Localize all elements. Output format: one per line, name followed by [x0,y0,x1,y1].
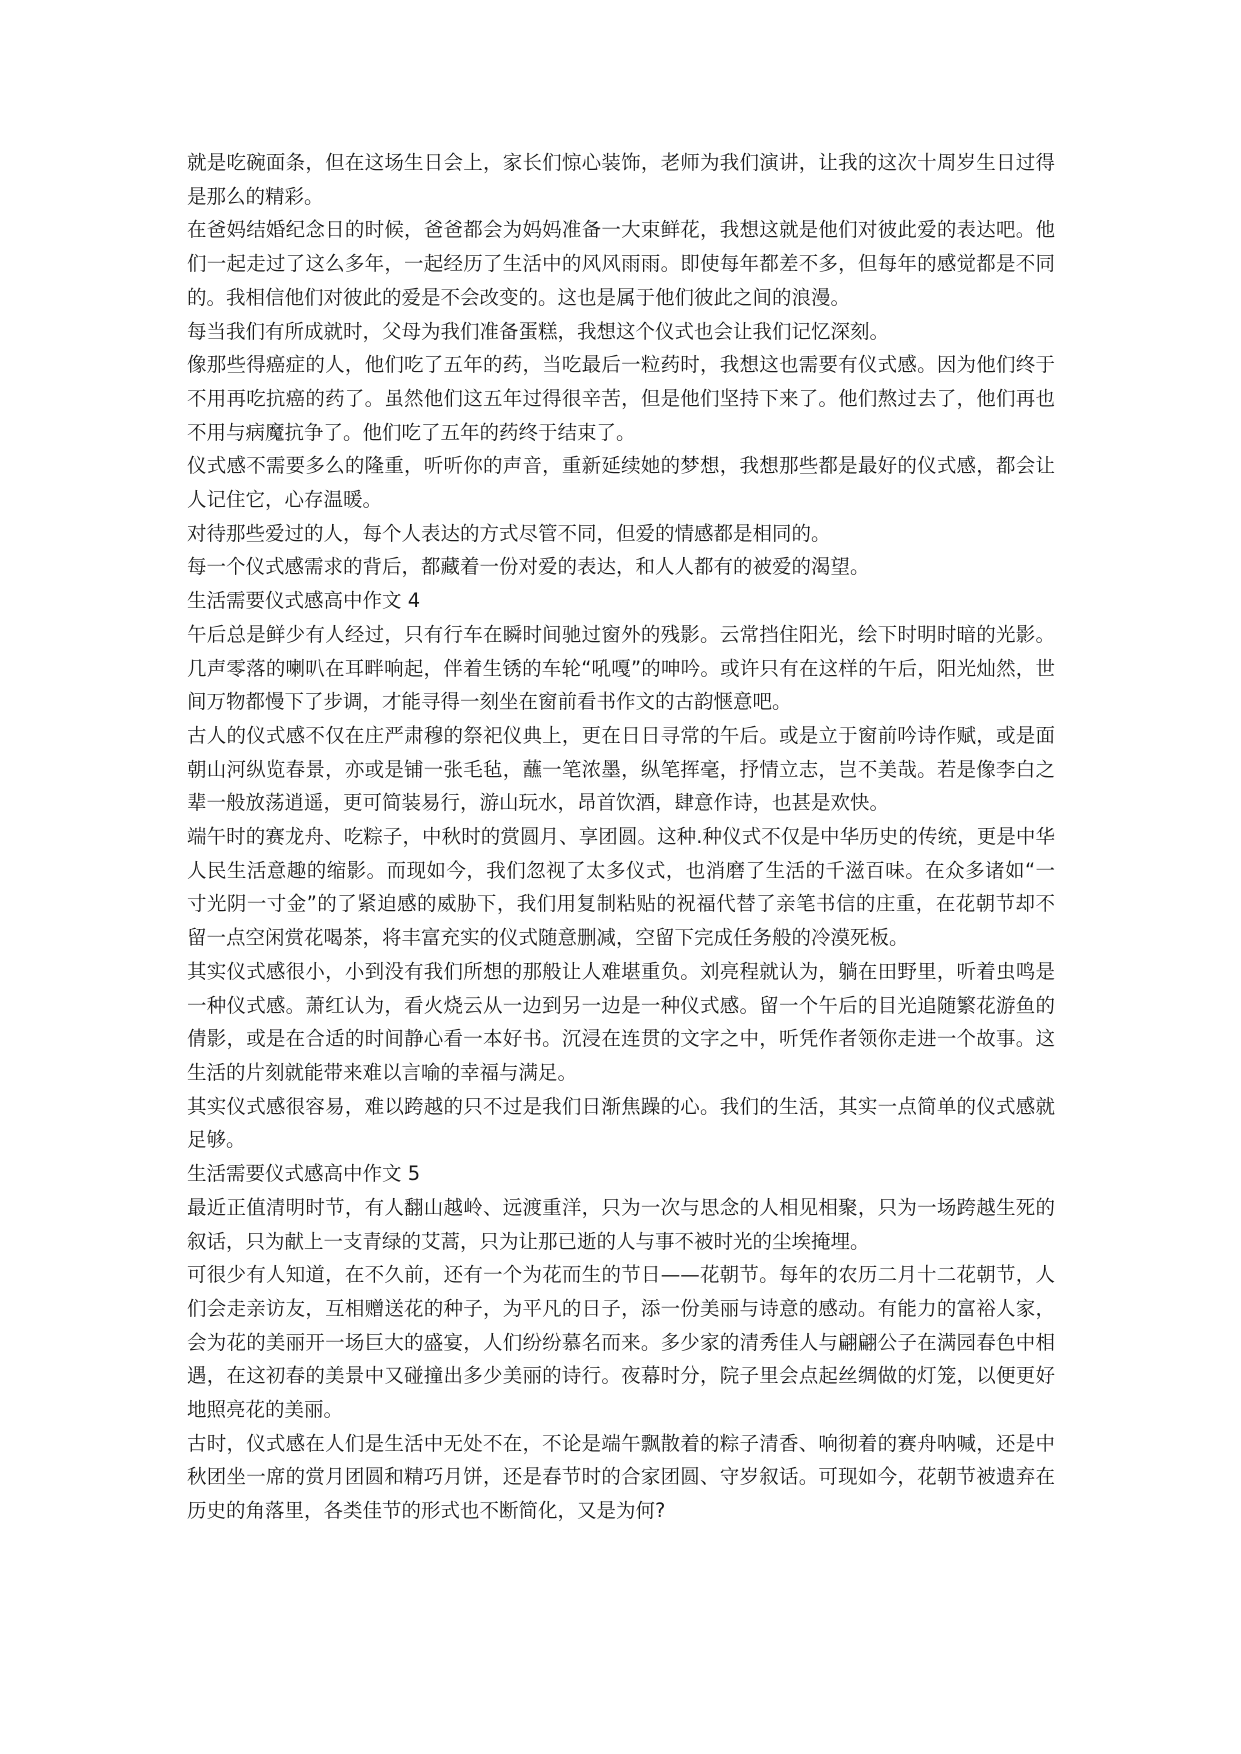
paragraph-huazhao: 可很少有人知道，在不久前，还有一个为花而生的节日——花朝节。每年的农历二月十二花朝节，人们会走亲访友，互相赠送花的种子，为平凡的日子，添一份美丽与诗意的感动。有能力的富裕人家，会为花的美丽开一场巨大的盛宴，人们纷纷慕名而来。多少家的清秀佳人与翩翩公子在满园春色中相遇，在这初春的美景中又碰撞出多少美丽的诗行。夜幕时分，院子里会点起丝绸做的灯笼，以便更好地照亮花的美丽。 [187,1263,1055,1422]
paragraph-birthday: 就是吃碗面条，但在这场生日会上，家长们惊心装饰，老师为我们演讲，让我的这次十周岁生日过得是那么的精彩。 [187,151,1055,208]
paragraph-cancer: 像那些得癌症的人，他们吃了五年的药，当吃最后一粒药时，我想这也需要有仪式感。因为他们终于不用再吃抗癌的药了。虽然他们这五年过得很辛苦，但是他们坚持下来了。他们熬过去了，他们再也不用与病魔抗争了。他们吃了五年的药终于结束了。 [187,353,1055,444]
paragraph-loved-ones: 对待那些爱过的人，每个人表达的方式尽管不同，但爱的情感都是相同的。 [187,521,831,545]
paragraph-festivals: 端午时的赛龙舟、吃粽子，中秋时的赏圆月、享团圆。这种.种仪式不仅是中华历史的传统，更是中华人民生活意趣的缩影。而现如今，我们忽视了太多仪式，也消磨了生活的千滋百味。在众多诸如“一寸光阴一寸金”的了紧迫感的威胁下，我们用复制粘贴的祝福代替了亲笔书信的庄重，在花朝节却不留一点空闲赏花喝茶，将丰富充实的仪式随意删减，空留下完成任务般的冷漠死板。 [187,825,1055,950]
paragraph-ancient-times: 古时，仪式感在人们是生活中无处不在，不论是端午飘散着的粽子清香、响彻着的赛舟呐喊，还是中秋团坐一席的赏月团圆和精巧月饼，还是春节时的合家团圆、守岁叙话。可现如今，花朝节被遗弃在历史的角落里，各类佳节的形式也不断简化，又是为何? [187,1431,1055,1523]
document-body [187,146,1055,1528]
paragraph-small-ritual: 其实仪式感很小，小到没有我们所想的那般让人难堪重负。刘亮程就认为，躺在田野里，听着虫鸣是一种仪式感。萧红认为，看火烧云从一边到另一边是一种仪式感。留一个午后的目光追随繁花游鱼的倩影，或是在合适的时间静心看一本好书。沉浸在连贯的文字之中，听凭作者领你走进一个故事。这生活的片刻就能带来难以言喻的幸福与满足。 [187,959,1055,1084]
paragraph-achievement: 每当我们有所成就时，父母为我们准备蛋糕，我想这个仪式也会让我们记忆深刻。 [187,319,890,343]
paragraph-desire-love: 每一个仪式感需求的背后，都藏着一份对爱的表达，和人人都有的被爱的渴望。 [187,555,870,579]
paragraph-ritual-simple: 仪式感不需要多么的隆重，听听你的声音，重新延续她的梦想，我想那些都是最好的仪式感，都会让人记住它，心存温暖。 [187,454,1055,512]
section-heading-essay-4: 生活需要仪式感高中作文 4 [187,589,421,613]
paragraph-anniversary: 在爸妈结婚纪念日的时候，爸爸都会为妈妈准备一大束鲜花，我想这就是他们对彼此爱的表达吧。他们一起走过了这么多年，一起经历了生活中的风风雨雨。即使每年都差不多，但每年的感觉都是不同的。我相信他们对彼此的爱是不会改变的。这也是属于他们彼此之间的浪漫。 [187,218,1055,309]
paragraph-qingming: 最近正值清明时节，有人翻山越岭、远渡重洋，只为一次与思念的人相见相聚，只为一场跨越生死的叙话，只为献上一支青绿的艾蒿，只为让那已逝的人与事不被时光的尘埃掩埋。 [187,1195,1055,1253]
paragraph-afternoon: 午后总是鲜少有人经过，只有行车在瞬时间驰过窗外的残影。云常挡住阳光，绘下时明时暗的光影。几声零落的喇叭在耳畔响起，伴着生锈的车轮“吼嘎”的呻吟。或许只有在这样的午后，阳光灿然，世间万物都慢下了步调，才能寻得一刻坐在窗前看书作文的古韵惬意吧。 [187,622,1055,714]
section-heading-essay-5: 生活需要仪式感高中作文 5 [187,1162,421,1186]
paragraph-easy-ritual: 其实仪式感很容易，难以跨越的只不过是我们日渐焦躁的心。我们的生活，其实一点简单的仪式感就足够。 [187,1094,1055,1152]
paragraph-ancients: 古人的仪式感不仅在庄严肃穆的祭祀仪典上，更在日日寻常的午后。或是立于窗前吟诗作赋，或是面朝山河纵览春景，亦或是铺一张毛毡，蘸一笔浓墨，纵笔挥毫，抒情立志，岂不美哉。若是像李白之辈一般放荡逍遥，更可简装易行，游山玩水，昂首饮酒，肆意作诗，也甚是欢快。 [187,723,1055,815]
